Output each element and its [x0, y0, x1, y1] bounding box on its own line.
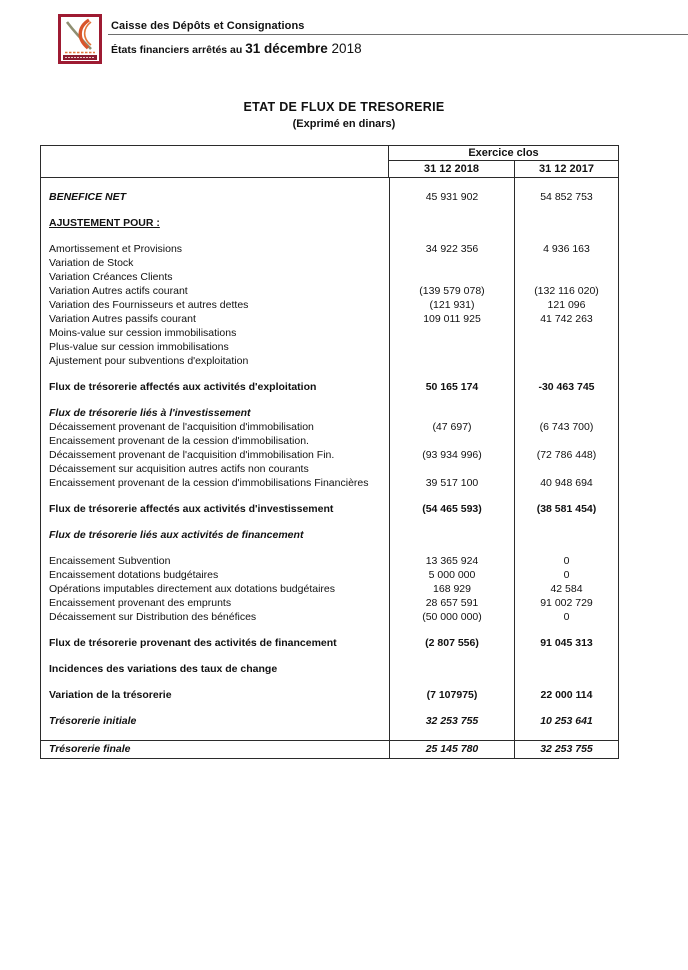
spacer-row: [41, 394, 618, 406]
table-row: [41, 740, 618, 758]
value-2017: [514, 340, 618, 354]
row-label: Amortissement et Provisions: [49, 243, 183, 255]
value-2018: [389, 702, 514, 714]
value-2017: [514, 406, 618, 420]
value-2018: [389, 256, 514, 270]
row-label: Encaissement Subvention: [49, 555, 171, 567]
spacer-row: [41, 204, 618, 216]
spacer-row: [41, 728, 618, 740]
value-2017: [514, 676, 618, 688]
value-2018: [389, 406, 514, 420]
spacer-row: [41, 490, 618, 502]
row-label: Encaissement dotations budgétaires: [49, 569, 219, 581]
row-label: Encaissement provenant des emprunts: [49, 597, 232, 609]
value-2017: 0: [514, 568, 618, 582]
table-row: [41, 568, 618, 582]
table-row: [41, 610, 618, 624]
header-col-2018: 31 12 2018: [423, 163, 480, 175]
table-row: [41, 596, 618, 610]
value-2017: [514, 528, 618, 542]
table-row: [41, 636, 618, 650]
value-2017: 91 045 313: [514, 636, 618, 650]
value-2018: [389, 270, 514, 284]
row-label: Décaissement sur acquisition autres actifs non courants: [49, 463, 309, 475]
spacer-row: [41, 624, 618, 636]
value-2018: [389, 230, 514, 242]
value-2018: (93 934 996): [389, 448, 514, 462]
row-label: Variation Créances Clients: [49, 271, 173, 283]
row-label: [41, 728, 389, 740]
value-2017: [514, 702, 618, 714]
value-2018: [389, 728, 514, 740]
value-2017: [514, 368, 618, 380]
value-2017: 32 253 755: [514, 741, 618, 758]
row-label: [41, 178, 389, 190]
row-label: [41, 204, 389, 216]
value-2018: (50 000 000): [389, 610, 514, 624]
value-2017: 91 002 729: [514, 596, 618, 610]
value-2018: 25 145 780: [389, 741, 514, 758]
table-row: [41, 284, 618, 298]
value-2018: 45 931 902: [389, 190, 514, 204]
value-2018: 109 011 925: [389, 312, 514, 326]
row-label: Variation Autres passifs courant: [49, 313, 196, 325]
row-label: [41, 230, 389, 242]
value-2017: [514, 270, 618, 284]
row-label: Décaissement sur Distribution des bénéfices: [49, 611, 257, 623]
page-title: ETAT DE FLUX DE TRESORERIE: [243, 100, 445, 114]
table-row: [41, 354, 618, 368]
value-2018: [389, 516, 514, 528]
row-label: Variation de la trésorerie: [49, 689, 172, 701]
value-2017: [514, 662, 618, 676]
table-row: [41, 582, 618, 596]
table-row: [41, 528, 618, 542]
value-2018: [389, 326, 514, 340]
value-2017: 22 000 114: [514, 688, 618, 702]
value-2018: 13 365 924: [389, 554, 514, 568]
value-2018: [389, 394, 514, 406]
value-2018: (7 107975): [389, 688, 514, 702]
table-row: [41, 340, 618, 354]
table-row: [41, 476, 618, 490]
table-row: [41, 216, 618, 230]
spacer-row: [41, 676, 618, 688]
value-2017: 121 096: [514, 298, 618, 312]
value-2018: [389, 650, 514, 662]
table-row: [41, 190, 618, 204]
table-row: [41, 420, 618, 434]
value-2018: [389, 662, 514, 676]
value-2017: [514, 326, 618, 340]
row-label: Encaissement provenant de la cession d'immobilisation.: [49, 435, 309, 447]
value-2017: 4 936 163: [514, 242, 618, 256]
value-2017: (132 116 020): [514, 284, 618, 298]
value-2017: 10 253 641: [514, 714, 618, 728]
row-label: [41, 650, 389, 662]
spacer-row: [41, 542, 618, 554]
value-2017: 0: [514, 554, 618, 568]
value-2017: 41 742 263: [514, 312, 618, 326]
row-label: [41, 676, 389, 688]
value-2017: [514, 204, 618, 216]
row-label: Décaissement provenant de l'acquisition d'immobilisation: [49, 421, 314, 433]
value-2018: (121 931): [389, 298, 514, 312]
row-label: [41, 490, 389, 502]
value-2018: [389, 368, 514, 380]
row-label: BENEFICE NET: [49, 191, 127, 203]
value-2018: 50 165 174: [389, 380, 514, 394]
table-header: [41, 146, 618, 178]
row-label: [41, 394, 389, 406]
value-2017: [514, 542, 618, 554]
value-2018: (47 697): [389, 420, 514, 434]
table-row: [41, 448, 618, 462]
row-label: Opérations imputables directement aux dotations budgétaires: [49, 583, 336, 595]
row-label: Flux de trésorerie liés aux activités de financement: [49, 529, 304, 541]
row-label: [41, 542, 389, 554]
spacer-row: [41, 368, 618, 380]
row-label: Variation des Fournisseurs et autres dettes: [49, 299, 249, 311]
table-row: [41, 406, 618, 420]
row-label: Ajustement pour subventions d'exploitation: [49, 355, 249, 367]
title-block: [0, 100, 688, 130]
value-2018: [389, 434, 514, 448]
value-2017: 40 948 694: [514, 476, 618, 490]
table-row: [41, 326, 618, 340]
spacer-row: [41, 230, 618, 242]
row-label: Variation Autres actifs courant: [49, 285, 188, 297]
row-label: Flux de trésorerie affectés aux activités d'investissement: [49, 503, 334, 515]
value-2018: [389, 354, 514, 368]
row-label: Variation de Stock: [49, 257, 134, 269]
table-row: [41, 242, 618, 256]
spacer-row: [41, 650, 618, 662]
table-row: [41, 688, 618, 702]
cdc-logo-icon: [58, 14, 102, 64]
value-2018: (139 579 078): [389, 284, 514, 298]
row-label: Trésorerie finale: [49, 743, 131, 755]
header-rule: [108, 34, 688, 35]
value-2017: [514, 728, 618, 740]
row-label: [41, 702, 389, 714]
table-row: [41, 662, 618, 676]
value-2018: (2 807 556): [389, 636, 514, 650]
table-row: [41, 554, 618, 568]
value-2017: -30 463 745: [514, 380, 618, 394]
table-row: [41, 312, 618, 326]
value-2017: [514, 516, 618, 528]
value-2017: [514, 216, 618, 230]
table-body: [41, 178, 618, 758]
value-2017: [514, 650, 618, 662]
value-2017: [514, 394, 618, 406]
row-label: Flux de trésorerie affectés aux activités d'exploitation: [49, 381, 317, 393]
statement-subtitle: [111, 41, 362, 56]
value-2018: [389, 624, 514, 636]
spacer-row: [41, 178, 618, 190]
value-2018: 28 657 591: [389, 596, 514, 610]
value-2018: 34 922 356: [389, 242, 514, 256]
value-2017: [514, 230, 618, 242]
header-periods: [389, 146, 618, 177]
row-label: AJUSTEMENT POUR :: [49, 217, 160, 229]
table-row: [41, 434, 618, 448]
spacer-row: [41, 702, 618, 714]
row-label: Moins-value sur cession immobilisations: [49, 327, 237, 339]
value-2017: (6 743 700): [514, 420, 618, 434]
value-2018: 168 929: [389, 582, 514, 596]
value-2017: (72 786 448): [514, 448, 618, 462]
table-row: [41, 298, 618, 312]
value-2018: [389, 178, 514, 190]
value-2017: [514, 434, 618, 448]
value-2018: [389, 528, 514, 542]
page-subtitle: (Exprimé en dinars): [292, 118, 396, 130]
value-2017: (38 581 454): [514, 502, 618, 516]
header-group-label: Exercice clos: [389, 146, 618, 161]
value-2018: [389, 490, 514, 502]
value-2018: [389, 340, 514, 354]
row-label: [41, 516, 389, 528]
value-2018: [389, 676, 514, 688]
table-row: [41, 380, 618, 394]
row-label: Décaissement provenant de l'acquisition d'immobilisation Fin.: [49, 449, 335, 461]
cashflow-table: [40, 145, 619, 759]
row-label: [41, 624, 389, 636]
row-label: [41, 368, 389, 380]
subtitle-date: 31 décembre: [245, 41, 328, 56]
value-2017: 54 852 753: [514, 190, 618, 204]
value-2017: [514, 624, 618, 636]
row-label: Trésorerie initiale: [49, 715, 137, 727]
value-2017: [514, 178, 618, 190]
table-row: [41, 256, 618, 270]
organization-name: Caisse des Dépôts et Consignations: [111, 20, 305, 32]
table-row: [41, 462, 618, 476]
value-2018: (54 465 593): [389, 502, 514, 516]
subtitle-year: 2018: [327, 41, 362, 56]
value-2018: 32 253 755: [389, 714, 514, 728]
value-2017: [514, 462, 618, 476]
table-row: [41, 270, 618, 284]
row-label: Flux de trésorerie liés à l'investissement: [49, 407, 251, 419]
header-col-2017: 31 12 2017: [514, 161, 618, 177]
value-2017: [514, 490, 618, 502]
value-2017: 0: [514, 610, 618, 624]
value-2018: [389, 462, 514, 476]
value-2018: [389, 216, 514, 230]
row-label: Plus-value sur cession immobilisations: [49, 341, 229, 353]
value-2018: [389, 542, 514, 554]
subtitle-prefix: États financiers arrêtés au: [111, 44, 246, 56]
row-label: Flux de trésorerie provenant des activités de financement: [49, 637, 337, 649]
table-row: [41, 714, 618, 728]
value-2017: [514, 354, 618, 368]
spacer-row: [41, 516, 618, 528]
value-2018: 39 517 100: [389, 476, 514, 490]
table-row: [41, 502, 618, 516]
header-label-cell: [41, 146, 389, 177]
value-2018: 5 000 000: [389, 568, 514, 582]
row-label: Encaissement provenant de la cession d'immobilisations Financières: [49, 477, 369, 489]
value-2018: [389, 204, 514, 216]
value-2017: [514, 256, 618, 270]
value-2017: 42 584: [514, 582, 618, 596]
row-label: Incidences des variations des taux de change: [49, 663, 278, 675]
